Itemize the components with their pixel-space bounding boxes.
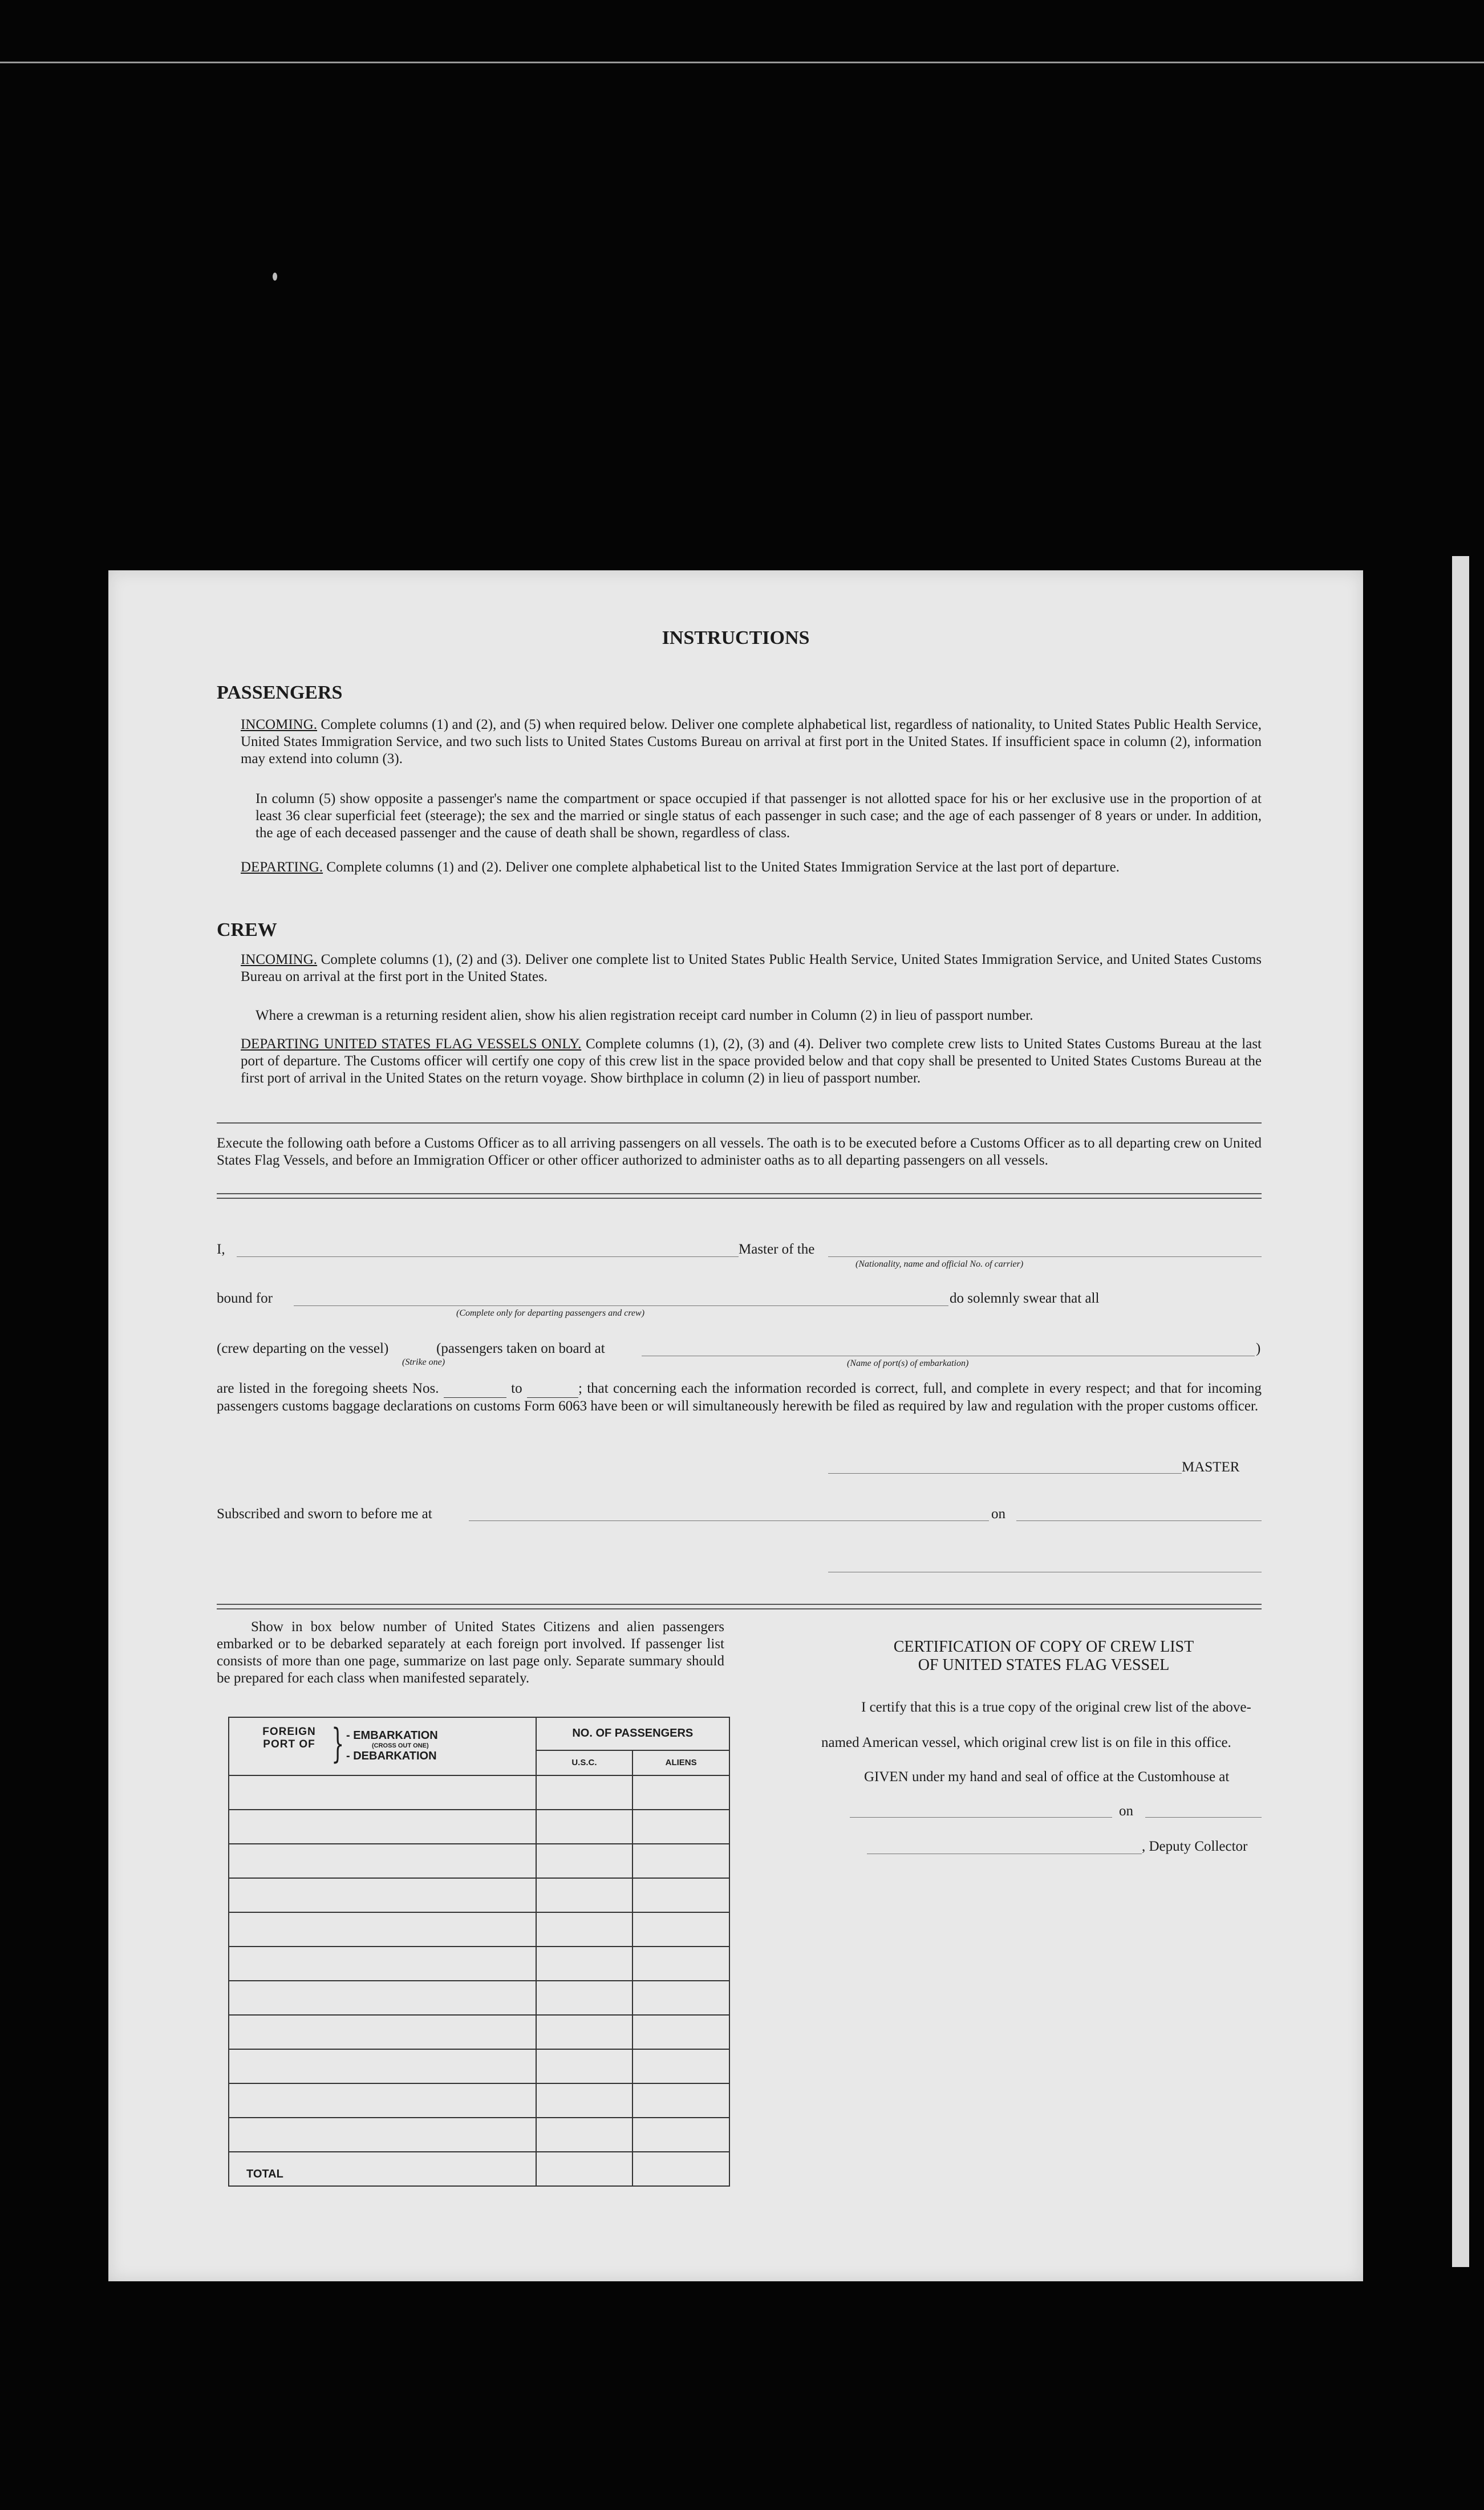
do-solemnly-text: do solemnly swear that all (950, 1291, 1100, 1306)
table-row (229, 1912, 729, 1947)
crew-departing-option[interactable]: (crew departing on the vessel) (217, 1341, 389, 1356)
summary-instruction: Show in box below number of United States Citizens and alien passengers embarked or to be debarked separately at each foreign port involved. If passenger list consists of more than one page, summarize on last page only. Separate summary should be prepared for each class when manifested separately. (217, 1619, 724, 1686)
nationality-caption: (Nationality, name and official No. of carrier) (855, 1259, 1024, 1269)
deputy-collector-label: , Deputy Collector (1142, 1839, 1248, 1854)
aliens-header: ALIENS (632, 1750, 729, 1775)
ports-caption: (Name of port(s) of embarkation) (847, 1359, 969, 1368)
usc-cell[interactable] (536, 2049, 633, 2083)
passengers-incoming-label: INCOMING. (241, 717, 318, 732)
strike-one-caption: (Strike one) (402, 1357, 445, 1367)
carrier-field[interactable] (828, 1256, 1262, 1257)
aliens-cell[interactable] (632, 2015, 729, 2049)
port-cell[interactable] (229, 2015, 536, 2049)
oath-divider-top (217, 1193, 1262, 1194)
passengers-taken-option[interactable]: (passengers taken on board at (436, 1341, 605, 1356)
crew-incoming-paragraph (241, 951, 1262, 986)
master-name-field[interactable] (237, 1256, 739, 1257)
port-cell[interactable] (229, 2118, 536, 2152)
aliens-cell[interactable] (632, 2083, 729, 2118)
master-of-the-label: Master of the (739, 1242, 815, 1257)
port-cell[interactable] (229, 1981, 536, 2015)
crew-incoming-label: INCOMING. (241, 952, 318, 967)
usc-cell[interactable] (536, 1947, 633, 1981)
usc-cell[interactable] (536, 1810, 633, 1844)
certification-heading-line2: OF UNITED STATES FLAG VESSEL (918, 1656, 1170, 1674)
passengers-departing-paragraph (241, 859, 1262, 876)
sheet-to-field[interactable] (527, 1380, 578, 1398)
aliens-cell[interactable] (632, 2118, 729, 2152)
certification-on-label: on (1119, 1803, 1133, 1819)
usc-cell[interactable] (536, 2015, 633, 2049)
brace-glyph: } (331, 1720, 344, 1767)
usc-cell[interactable] (536, 1775, 633, 1810)
total-label: TOTAL (229, 2152, 536, 2186)
port-header-cell (229, 1717, 536, 1775)
total-usc-cell[interactable] (536, 2152, 633, 2186)
aliens-cell[interactable] (632, 1775, 729, 1810)
certification-line1: I certify that this is a true copy of the original crew list of the above- (861, 1700, 1251, 1715)
usc-header: U.S.C. (536, 1750, 633, 1775)
port-cell[interactable] (229, 1844, 536, 1878)
certification-line3: GIVEN under my hand and seal of office at the Customhouse at (864, 1769, 1230, 1785)
form-page (108, 570, 1363, 2281)
aliens-cell[interactable] (632, 1947, 729, 1981)
aliens-cell[interactable] (632, 1810, 729, 1844)
crew-departing-paragraph (241, 1036, 1262, 1087)
embarkation-label: - EMBARKATION (346, 1729, 438, 1742)
oath-intro: Execute the following oath before a Customs Officer as to all arriving passengers on all vessels. The oath is to be executed before a Customs Officer as to all departing crew on United States Flag Vessels, and before an Immigration Officer or other officer authorized to administer oaths as to all departing passengers on all vessels. (217, 1136, 1262, 1168)
passengers-departing-label: DEPARTING. (241, 859, 323, 875)
table-row (229, 2083, 729, 2118)
port-cell[interactable] (229, 1947, 536, 1981)
listed-pre-text: are listed in the foregoing sheets Nos. (217, 1381, 439, 1396)
usc-cell[interactable] (536, 1981, 633, 2015)
crew-departing-label: DEPARTING UNITED STATES FLAG VESSELS ONLY. (241, 1036, 582, 1052)
port-cell[interactable] (229, 1775, 536, 1810)
listed-post-text: ; that concerning each the information recorded is correct, full, and complete in every respect; and that for incoming passengers customs baggage declarations on customs Form 6063 have been or will simultaneously herewith be filed as required by law and regulation with the proper customs officer. (217, 1381, 1262, 1414)
listed-paragraph (217, 1380, 1262, 1415)
complete-only-caption: (Complete only for departing passengers and crew) (456, 1308, 645, 1318)
port-cell[interactable] (229, 1878, 536, 1912)
instructions-title: INSTRUCTIONS (662, 627, 810, 648)
certification-line2: named American vessel, which original crew list is on file in this office. (821, 1735, 1231, 1750)
adjacent-frame-edge (1452, 556, 1469, 2267)
crew-incoming-text: Complete columns (1), (2) and (3). Deliver one complete list to United States Public Health Service, United States Immigration Service, and United States Customs Bureau on arrival at the first port in the United States. (241, 952, 1262, 984)
summary-divider-top (217, 1604, 1262, 1605)
destination-field[interactable] (294, 1305, 948, 1306)
table-row (229, 1947, 729, 1981)
sworn-place-field[interactable] (469, 1520, 989, 1521)
usc-cell[interactable] (536, 1878, 633, 1912)
crew-resident-paragraph: Where a crewman is a returning resident alien, show his alien registration receipt card number in Column (2) in lieu of passport number. (256, 1008, 1033, 1023)
usc-cell[interactable] (536, 1844, 633, 1878)
oath-i-label: I, (217, 1242, 225, 1257)
sworn-on-label: on (991, 1506, 1005, 1522)
sheet-from-field[interactable] (444, 1380, 506, 1398)
table-row (229, 1981, 729, 2015)
close-paren: ) (1256, 1341, 1261, 1356)
cross-out-label: (CROSS OUT ONE) (372, 1742, 429, 1749)
no-passengers-header: NO. OF PASSENGERS (536, 1717, 729, 1750)
aliens-cell[interactable] (632, 1912, 729, 1947)
usc-cell[interactable] (536, 2083, 633, 2118)
bound-for-label: bound for (217, 1291, 273, 1306)
table-row (229, 2049, 729, 2083)
crew-departing-text: Complete columns (1), (2), (3) and (4). Deliver two complete crew lists to United States Customs Bureau at the last port of departure. The Customs officer will certify one copy of this crew list in the space provided below and that copy shall be presented to United States Customs Bureau at the first port of arrival in the United States on the return voyage. Show birthplace in column (2) in lieu of passport number. (241, 1036, 1262, 1086)
passengers-incoming-text: Complete columns (1) and (2), and (5) when required below. Deliver one complete alphabetical list, regardless of nationality, to United States Public Health Service, United States Immigration Service, and two such lists to United States Customs Bureau on arrival at first port in the United States. If insufficient space in column (2), information may extend into column (3). (241, 717, 1262, 767)
certification-date-field[interactable] (1145, 1817, 1262, 1818)
film-edge-line (0, 62, 1484, 63)
aliens-cell[interactable] (632, 1981, 729, 2015)
certification-heading-line1: CERTIFICATION OF COPY OF CREW LIST (893, 1638, 1194, 1656)
aliens-cell[interactable] (632, 2049, 729, 2083)
table-row (229, 1810, 729, 1844)
passengers-departing-text: Complete columns (1) and (2). Deliver one complete alphabetical list to the United States Immigration Service at the last port of departure. (326, 859, 1120, 875)
usc-cell[interactable] (536, 2118, 633, 2152)
port-cell[interactable] (229, 2049, 536, 2083)
aliens-cell[interactable] (632, 1844, 729, 1878)
usc-cell[interactable] (536, 1912, 633, 1947)
table-row (229, 2118, 729, 2152)
passengers-heading: PASSENGERS (217, 682, 343, 703)
aliens-cell[interactable] (632, 1878, 729, 1912)
total-aliens-cell[interactable] (632, 2152, 729, 2186)
debarkation-label: - DEBARKATION (346, 1750, 437, 1762)
certification-heading (821, 1638, 1266, 1674)
customhouse-field[interactable] (850, 1817, 1112, 1818)
subscribed-label: Subscribed and sworn to before me at (217, 1506, 432, 1522)
sworn-date-field[interactable] (1016, 1520, 1262, 1521)
passenger-summary-table (228, 1717, 730, 2187)
port-cell[interactable] (229, 1810, 536, 1844)
table-row (229, 1844, 729, 1878)
foreign-port-label: FOREIGN PORT OF (262, 1726, 316, 1750)
table-row (229, 2015, 729, 2049)
film-speck (273, 273, 277, 281)
to-word: to (511, 1381, 522, 1396)
passengers-column5-paragraph: In column (5) show opposite a passenger's name the compartment or space occupied if that passenger is not allotted space for his or her exclusive use in the proportion of at least 36 clear superficial feet (steerage); the sex and the married or single status of each passenger in such case; and the age of each passenger of 8 years or under. In addition, the age of each deceased passenger and the cause of death shall be shown, regardless of class. (256, 791, 1262, 841)
summary-divider-bottom (217, 1608, 1262, 1609)
section-divider (217, 1122, 1262, 1124)
port-cell[interactable] (229, 2083, 536, 2118)
passengers-incoming-paragraph (241, 716, 1262, 768)
crew-heading: CREW (217, 919, 277, 940)
master-signature-line[interactable] (828, 1473, 1182, 1474)
port-cell[interactable] (229, 1912, 536, 1947)
oath-divider-bottom (217, 1198, 1262, 1199)
table-row (229, 1878, 729, 1912)
master-label: MASTER (1182, 1459, 1240, 1475)
table-row (229, 1775, 729, 1810)
